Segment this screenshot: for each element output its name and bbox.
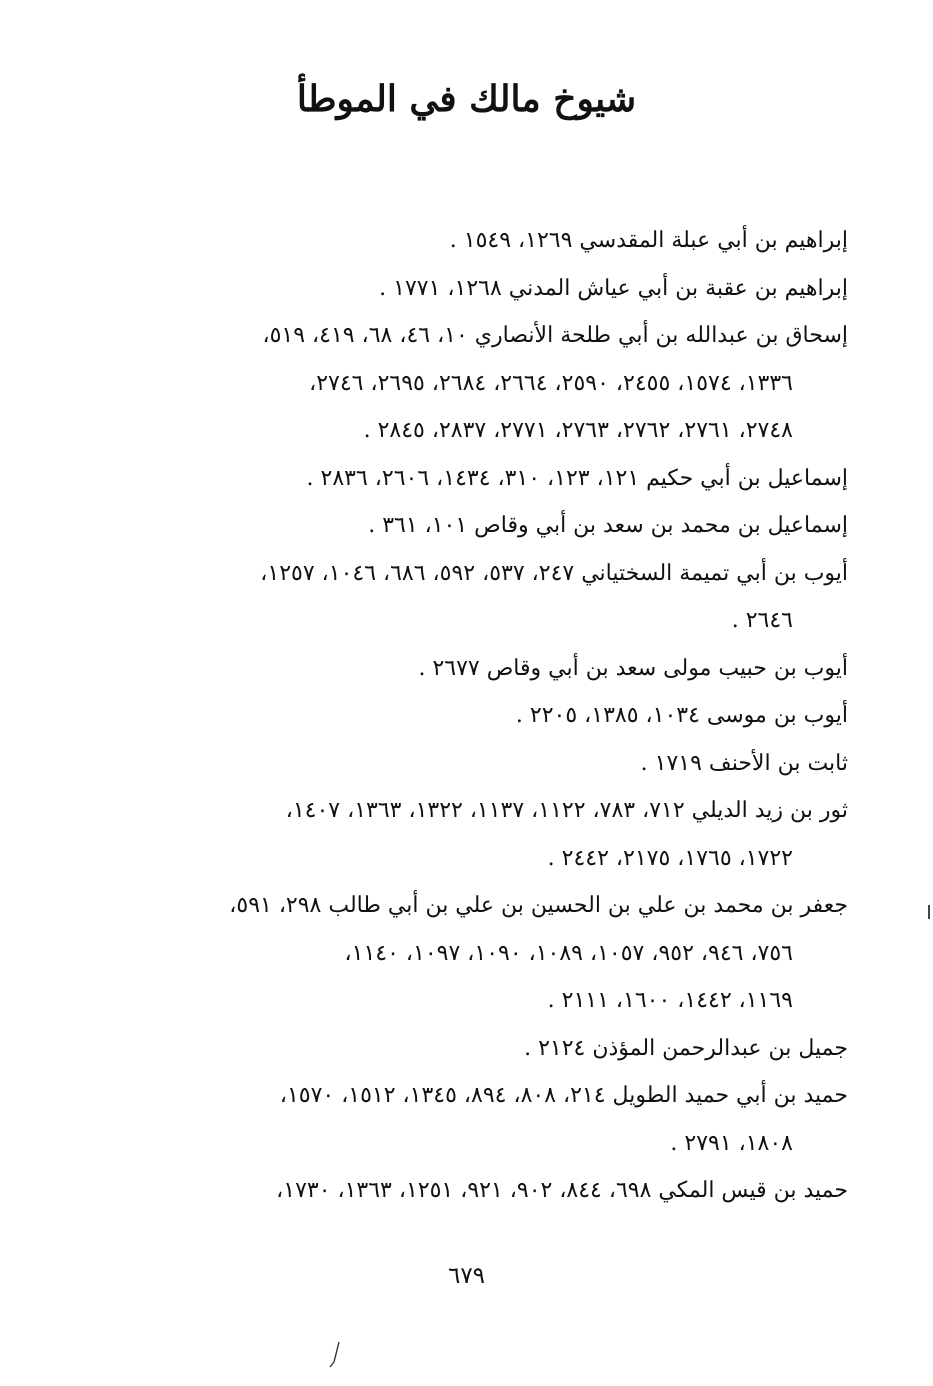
entry-line: حميد بن أبي حميد الطويل ٢١٤، ٨٠٨، ٨٩٤، ١٣٤٥، ١٥١٢، ١٥٧٠، [279,1083,848,1108]
page-number: ٦٧٩ [447,1263,486,1289]
entry-line: إسماعيل بن أبي حكيم ١٢١، ١٢٣، ٣١٠، ١٤٣٤، ٢٦٠٦، ٢٨٣٦ . [306,465,848,491]
index-entry [140,217,848,265]
index-entry [140,882,848,1025]
entry-continuation-line: ٧٥٦، ٩٤٦، ٩٥٢، ١٠٥٧، ١٠٨٩، ١٠٩٠، ١٠٩٧، ١١٤٠، [344,940,793,966]
index-entry [140,502,848,550]
entry-continuation-line: ١٣٣٦، ١٥٧٤، ٢٤٥٥، ٢٥٩٠، ٢٦٦٤، ٢٦٨٤، ٢٦٩٥، ٢٧٤٦، [309,370,793,396]
entry-line: ثور بن زيد الديلي ٧١٢، ٧٨٣، ١١٢٢، ١١٣٧، ١٣٢٢، ١٣٦٣، ١٤٠٧، [285,798,848,823]
entry-line: حميد بن قيس المكي ٦٩٨، ٨٤٤، ٩٠٢، ٩٢١، ١٢٥١، ١٣٦٣، ١٧٣٠، [276,1178,848,1203]
index-entry [140,645,848,693]
index-entry [140,1025,848,1073]
entry-continuation-line: ١٨٠٨، ٢٧٩١ . [670,1130,793,1156]
entry-continuation-line: ٢٧٤٨، ٢٧٦١، ٢٧٦٢، ٢٧٦٣، ٢٧٧١، ٢٨٣٧، ٢٨٤٥ . [363,418,793,443]
entry-line: ثابت بن الأحنف ١٧١٩ . [640,750,848,776]
index-entry [140,550,848,645]
edge-mark [928,905,930,919]
index-entry [140,312,848,455]
entry-line: أيوب بن موسى ١٠٣٤، ١٣٨٥، ٢٢٠٥ . [515,703,848,728]
index-entry [140,692,848,740]
pen-mark [328,1340,342,1370]
entry-line: إسحاق بن عبدالله بن أبي طلحة الأنصاري ١٠، ٤٦، ٦٨، ٤١٩، ٥١٩، [262,323,848,348]
entry-continuation-line: ٢٦٤٦ . [731,608,793,633]
entry-continuation-line: ١١٦٩، ١٤٤٢، ١٦٠٠، ٢١١١ . [547,988,793,1013]
page-title: شيوخ مالك في الموطأ [296,78,637,120]
index-entry [140,1167,848,1215]
entry-line: أيوب بن حبيب مولى سعد بن أبي وقاص ٢٦٧٧ . [418,655,848,681]
index-entry [140,455,848,503]
index-entry [140,740,848,788]
index-entry [140,787,848,882]
entry-line: جميل بن عبدالرحمن المؤذن ٢١٢٤ . [524,1035,848,1061]
entry-line: إبراهيم بن أبي عبلة المقدسي ١٢٦٩، ١٥٤٩ . [449,228,848,253]
entry-line: إبراهيم بن عقبة بن أبي عياش المدني ١٢٦٨، ١٧٧١ . [379,275,848,301]
entry-line: إسماعيل بن محمد بن سعد بن أبي وقاص ١٠١، ٣٦١ . [368,513,848,538]
index-entry [140,1072,848,1167]
entry-line: جعفر بن محمد بن علي بن الحسين بن علي بن أبي طالب ٢٩٨، ٥٩١، [229,893,848,918]
entry-continuation-line: ١٧٢٢، ١٧٦٥، ٢١٧٥، ٢٤٤٢ . [547,845,793,871]
entry-line: أيوب بن أبي تميمة السختياني ٢٤٧، ٥٣٧، ٥٩٢، ٦٨٦، ١٠٤٦، ١٢٥٧، [260,560,848,586]
index-entry [140,265,848,313]
index-entries [140,217,848,1215]
